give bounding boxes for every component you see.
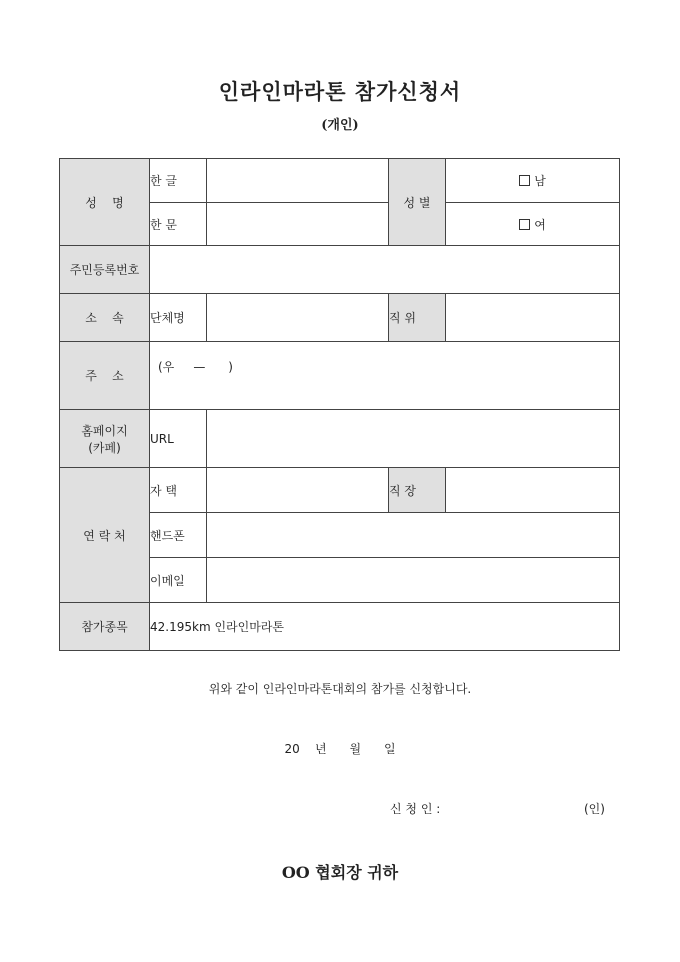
event-label: 참가종목 [60,603,150,651]
name-label: 성 명 [60,159,150,246]
declaration-text: 위와 같이 인라인마라톤대회의 참가를 신청합니다. [208,682,472,696]
female-option[interactable] [446,203,620,246]
email-label: 이메일 [150,558,207,603]
event-value: 42.195km 인라인마라톤 [150,603,620,651]
home-phone-input[interactable] [207,468,389,513]
hanmun-label: 한 문 [150,203,207,246]
seal-mark: (인) [584,802,605,816]
applicant-label: 신 청 인 : [390,802,441,816]
org-name-input[interactable] [207,294,389,342]
work-phone-input[interactable] [446,468,620,513]
email-input[interactable] [207,558,620,603]
form-title: 인라인마라톤 참가신청서 [218,79,462,104]
male-checkbox[interactable] [519,175,530,186]
form-subtitle: (개인) [321,118,359,133]
date-line: 20 년 월 일 [284,742,396,756]
homepage-label: 홈페이지 [81,423,128,438]
address-label: 주 소 [60,342,150,410]
mobile-label: 핸드폰 [150,513,207,558]
homepage-label-cell [60,410,150,468]
female-label: 여 [534,217,546,232]
url-input[interactable] [207,410,620,468]
resident-id-input[interactable] [150,246,620,294]
postal-code-prefix: (우 — ) [158,360,233,374]
address-input[interactable] [150,342,620,410]
gender-label: 성 별 [389,159,446,246]
position-input[interactable] [446,294,620,342]
work-phone-label: 직 장 [389,468,446,513]
hangul-label: 한 글 [150,159,207,203]
org-name-label: 단체명 [150,294,207,342]
female-checkbox[interactable] [519,219,530,230]
application-form-table [59,158,620,651]
hanmun-name-input[interactable] [207,203,389,246]
cafe-label: (카페) [88,440,121,455]
male-option[interactable] [446,159,620,203]
contact-label: 연 락 처 [60,468,150,603]
male-label: 남 [534,174,546,188]
hangul-name-input[interactable] [207,159,389,203]
affiliation-label: 소 속 [60,294,150,342]
resident-id-label: 주민등록번호 [60,246,150,294]
addressee: OO 협회장 귀하 [281,863,399,882]
mobile-input[interactable] [207,513,620,558]
home-phone-label: 자 택 [150,468,207,513]
position-label: 직 위 [389,294,446,342]
url-label: URL [150,410,207,468]
